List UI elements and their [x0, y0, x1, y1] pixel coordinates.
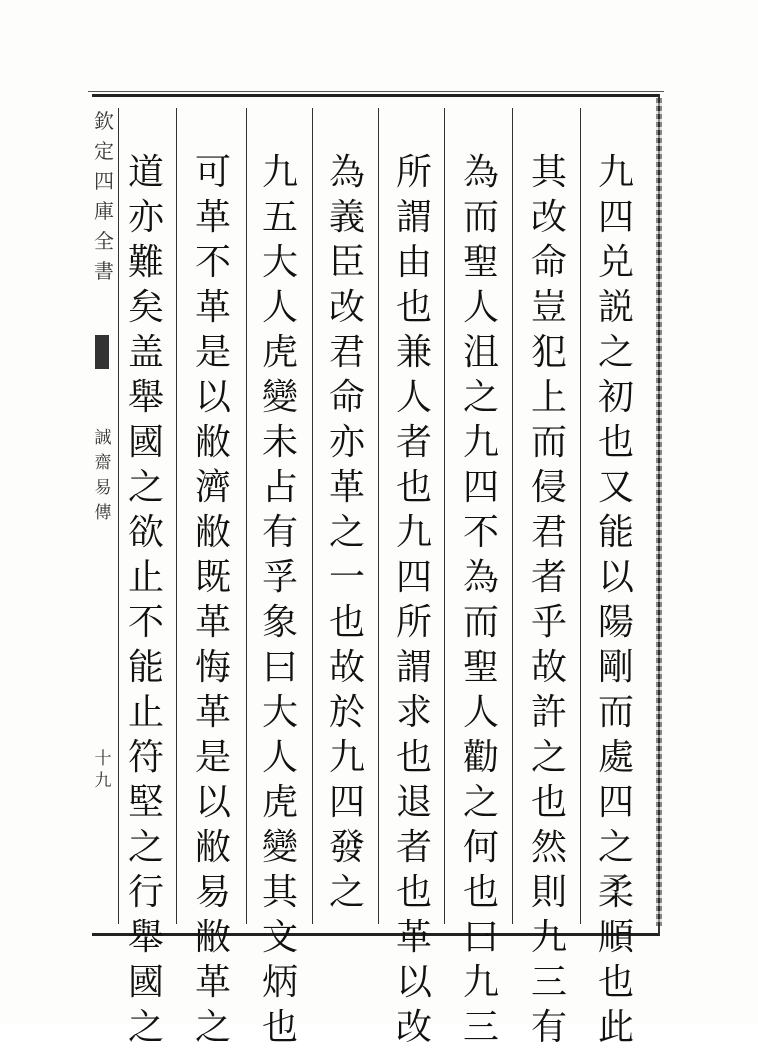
- text-character: 君: [530, 512, 567, 553]
- text-character: 四: [328, 782, 365, 823]
- text-character: 之: [127, 467, 164, 508]
- page-edge-border: [656, 98, 662, 926]
- text-character: 曰: [462, 917, 499, 958]
- text-character: 九: [328, 737, 365, 778]
- text-character: 亦: [127, 197, 164, 238]
- text-character: 之: [127, 1007, 164, 1048]
- text-character: 也: [395, 737, 432, 778]
- text-character: 侵: [530, 467, 567, 508]
- text-character: 命: [328, 377, 365, 418]
- text-character: 為: [462, 152, 499, 193]
- text-character: 兑: [597, 242, 634, 283]
- text-character: 既: [194, 557, 231, 598]
- text-character: 故: [530, 647, 567, 688]
- margin-heading-character: 欽: [94, 109, 114, 133]
- column-rule: [444, 108, 445, 924]
- text-character: 由: [395, 242, 432, 283]
- text-character: 而: [597, 692, 634, 733]
- text-character: 能: [127, 647, 164, 688]
- column-rule: [580, 108, 581, 924]
- page-number: [92, 748, 114, 792]
- text-character: 人: [462, 692, 499, 733]
- column-rule: [512, 108, 513, 924]
- text-character: 也: [395, 287, 432, 328]
- text-character: 勸: [462, 737, 499, 778]
- text-character: 其: [530, 152, 567, 193]
- text-character: 變: [261, 827, 298, 868]
- text-character: 者: [530, 557, 567, 598]
- text-character: 盖: [127, 332, 164, 373]
- text-character: 四: [395, 557, 432, 598]
- text-character: 而: [530, 422, 567, 463]
- text-character: 敝: [194, 512, 231, 553]
- margin-heading-character: 書: [94, 259, 114, 283]
- page-number-character: 十: [94, 749, 112, 769]
- text-column-6: [258, 150, 302, 1050]
- text-character: 有: [261, 512, 298, 553]
- text-character: 也: [261, 1007, 298, 1048]
- text-column-1: [594, 150, 638, 1050]
- text-character: 改: [395, 1007, 432, 1048]
- text-character: 所: [395, 602, 432, 643]
- text-character: 能: [597, 512, 634, 553]
- text-character: 敝: [194, 422, 231, 463]
- text-character: 以: [194, 782, 231, 823]
- page-frame: [92, 94, 660, 936]
- text-character: 也: [395, 467, 432, 508]
- text-character: 革: [328, 467, 365, 508]
- text-character: 未: [261, 422, 298, 463]
- text-character: 九: [597, 152, 634, 193]
- text-character: 九: [530, 917, 567, 958]
- text-character: 道: [127, 152, 164, 193]
- text-character: 革: [395, 917, 432, 958]
- text-character: 行: [127, 872, 164, 913]
- margin-heading-character: 定: [94, 139, 114, 163]
- text-character: 乎: [530, 602, 567, 643]
- text-character: 也: [530, 782, 567, 823]
- text-column-8: [124, 150, 168, 1050]
- text-character: 炳: [261, 962, 298, 1003]
- text-character: 何: [462, 827, 499, 868]
- text-character: 發: [328, 827, 365, 868]
- text-character: 也: [395, 872, 432, 913]
- text-character: 之: [597, 827, 634, 868]
- text-character: 虎: [261, 782, 298, 823]
- text-character: 變: [261, 377, 298, 418]
- margin-block-mark: [95, 335, 109, 369]
- text-character: 有: [530, 1007, 567, 1048]
- text-character: 難: [127, 242, 164, 283]
- text-character: 文: [261, 917, 298, 958]
- column-rule: [118, 108, 119, 924]
- text-character: 虎: [261, 332, 298, 373]
- text-character: 豈: [530, 287, 567, 328]
- text-character: 也: [328, 602, 365, 643]
- text-character: 革: [194, 602, 231, 643]
- text-character: 敝: [194, 827, 231, 868]
- text-character: 君: [328, 332, 365, 373]
- text-character: 止: [127, 557, 164, 598]
- text-character: 之: [127, 827, 164, 868]
- text-character: 易: [194, 872, 231, 913]
- text-character: 以: [597, 557, 634, 598]
- text-character: 柔: [597, 872, 634, 913]
- text-column-5: [325, 150, 369, 915]
- text-character: 又: [597, 467, 634, 508]
- text-character: 大: [261, 692, 298, 733]
- text-character: 而: [462, 602, 499, 643]
- text-character: 而: [462, 197, 499, 238]
- text-character: 國: [127, 422, 164, 463]
- text-character: 一: [328, 557, 365, 598]
- text-character: 聖: [462, 242, 499, 283]
- text-character: 許: [530, 692, 567, 733]
- text-character: 矣: [127, 287, 164, 328]
- text-character: 不: [127, 602, 164, 643]
- text-character: 聖: [462, 647, 499, 688]
- text-character: 所: [395, 152, 432, 193]
- text-character: 不: [462, 512, 499, 553]
- text-character: 人: [261, 287, 298, 328]
- text-character: 四: [597, 782, 634, 823]
- text-character: 也: [597, 962, 634, 1003]
- text-character: 濟: [194, 467, 231, 508]
- column-rule: [312, 108, 313, 924]
- text-character: 三: [462, 1007, 499, 1048]
- text-character: 孚: [261, 557, 298, 598]
- text-column-7: [191, 150, 235, 1050]
- margin-title-character: 齋: [94, 453, 112, 473]
- text-character: 九: [261, 152, 298, 193]
- text-character: 故: [328, 647, 365, 688]
- text-character: 謂: [395, 197, 432, 238]
- text-column-3: [459, 150, 503, 1050]
- text-character: 之: [194, 1007, 231, 1048]
- text-character: 謂: [395, 647, 432, 688]
- text-character: 者: [395, 827, 432, 868]
- text-character: 退: [395, 782, 432, 823]
- text-character: 亦: [328, 422, 365, 463]
- column-rule: [176, 108, 177, 924]
- text-character: 符: [127, 737, 164, 778]
- text-character: 者: [395, 422, 432, 463]
- text-character: 順: [597, 917, 634, 958]
- text-character: 則: [530, 872, 567, 913]
- text-character: 象: [261, 602, 298, 643]
- text-character: 革: [194, 287, 231, 328]
- margin-heading-character: 全: [94, 229, 114, 253]
- margin-heading-character: 四: [94, 169, 114, 193]
- text-character: 占: [261, 467, 298, 508]
- text-character: 義: [328, 197, 365, 238]
- text-character: 國: [127, 962, 164, 1003]
- margin-heading: [93, 106, 115, 286]
- text-character: 舉: [127, 917, 164, 958]
- text-character: 敝: [194, 917, 231, 958]
- text-character: 人: [261, 737, 298, 778]
- text-character: 其: [261, 872, 298, 913]
- text-character: 可: [194, 152, 231, 193]
- text-character: 五: [261, 197, 298, 238]
- text-character: 大: [261, 242, 298, 283]
- text-character: 為: [462, 557, 499, 598]
- text-character: 也: [597, 422, 634, 463]
- text-character: 改: [530, 197, 567, 238]
- text-character: 也: [462, 872, 499, 913]
- text-character: 之: [328, 512, 365, 553]
- text-character: 之: [597, 332, 634, 373]
- text-character: 之: [328, 872, 365, 913]
- margin-title-character: 易: [94, 478, 112, 498]
- text-character: 是: [194, 332, 231, 373]
- text-character: 堅: [127, 782, 164, 823]
- text-character: 人: [395, 377, 432, 418]
- column-rule: [246, 108, 247, 924]
- text-character: 為: [328, 152, 365, 193]
- text-character: 説: [597, 287, 634, 328]
- text-character: 是: [194, 737, 231, 778]
- text-character: 革: [194, 962, 231, 1003]
- text-character: 改: [328, 287, 365, 328]
- text-character: 以: [395, 962, 432, 1003]
- text-character: 之: [530, 737, 567, 778]
- text-character: 然: [530, 827, 567, 868]
- text-character: 曰: [261, 647, 298, 688]
- text-character: 臣: [328, 242, 365, 283]
- text-character: 初: [597, 377, 634, 418]
- text-column-4: [392, 150, 436, 1050]
- margin-title-character: 誠: [94, 428, 112, 448]
- text-character: 不: [194, 242, 231, 283]
- text-character: 四: [462, 467, 499, 508]
- column-rule: [378, 108, 379, 924]
- text-character: 於: [328, 692, 365, 733]
- text-column-2: [527, 150, 571, 1050]
- text-character: 陽: [597, 602, 634, 643]
- text-character: 欲: [127, 512, 164, 553]
- text-character: 犯: [530, 332, 567, 373]
- text-character: 沮: [462, 332, 499, 373]
- text-character: 止: [127, 692, 164, 733]
- text-character: 舉: [127, 377, 164, 418]
- text-character: 三: [530, 962, 567, 1003]
- text-character: 人: [462, 287, 499, 328]
- margin-title-character: 傳: [94, 503, 112, 523]
- text-character: 九: [462, 422, 499, 463]
- text-character: 悔: [194, 647, 231, 688]
- text-character: 此: [597, 1007, 634, 1048]
- text-character: 之: [462, 377, 499, 418]
- margin-book-title: [92, 426, 114, 526]
- page-number-character: 九: [94, 771, 112, 791]
- text-character: 革: [194, 692, 231, 733]
- margin-heading-character: 庫: [94, 199, 114, 223]
- text-character: 之: [462, 782, 499, 823]
- text-character: 處: [597, 737, 634, 778]
- text-character: 兼: [395, 332, 432, 373]
- text-character: 九: [462, 962, 499, 1003]
- text-character: 四: [597, 197, 634, 238]
- text-character: 革: [194, 197, 231, 238]
- text-character: 命: [530, 242, 567, 283]
- text-character: 以: [194, 377, 231, 418]
- text-character: 剛: [597, 647, 634, 688]
- text-character: 上: [530, 377, 567, 418]
- text-character: 求: [395, 692, 432, 733]
- text-character: 九: [395, 512, 432, 553]
